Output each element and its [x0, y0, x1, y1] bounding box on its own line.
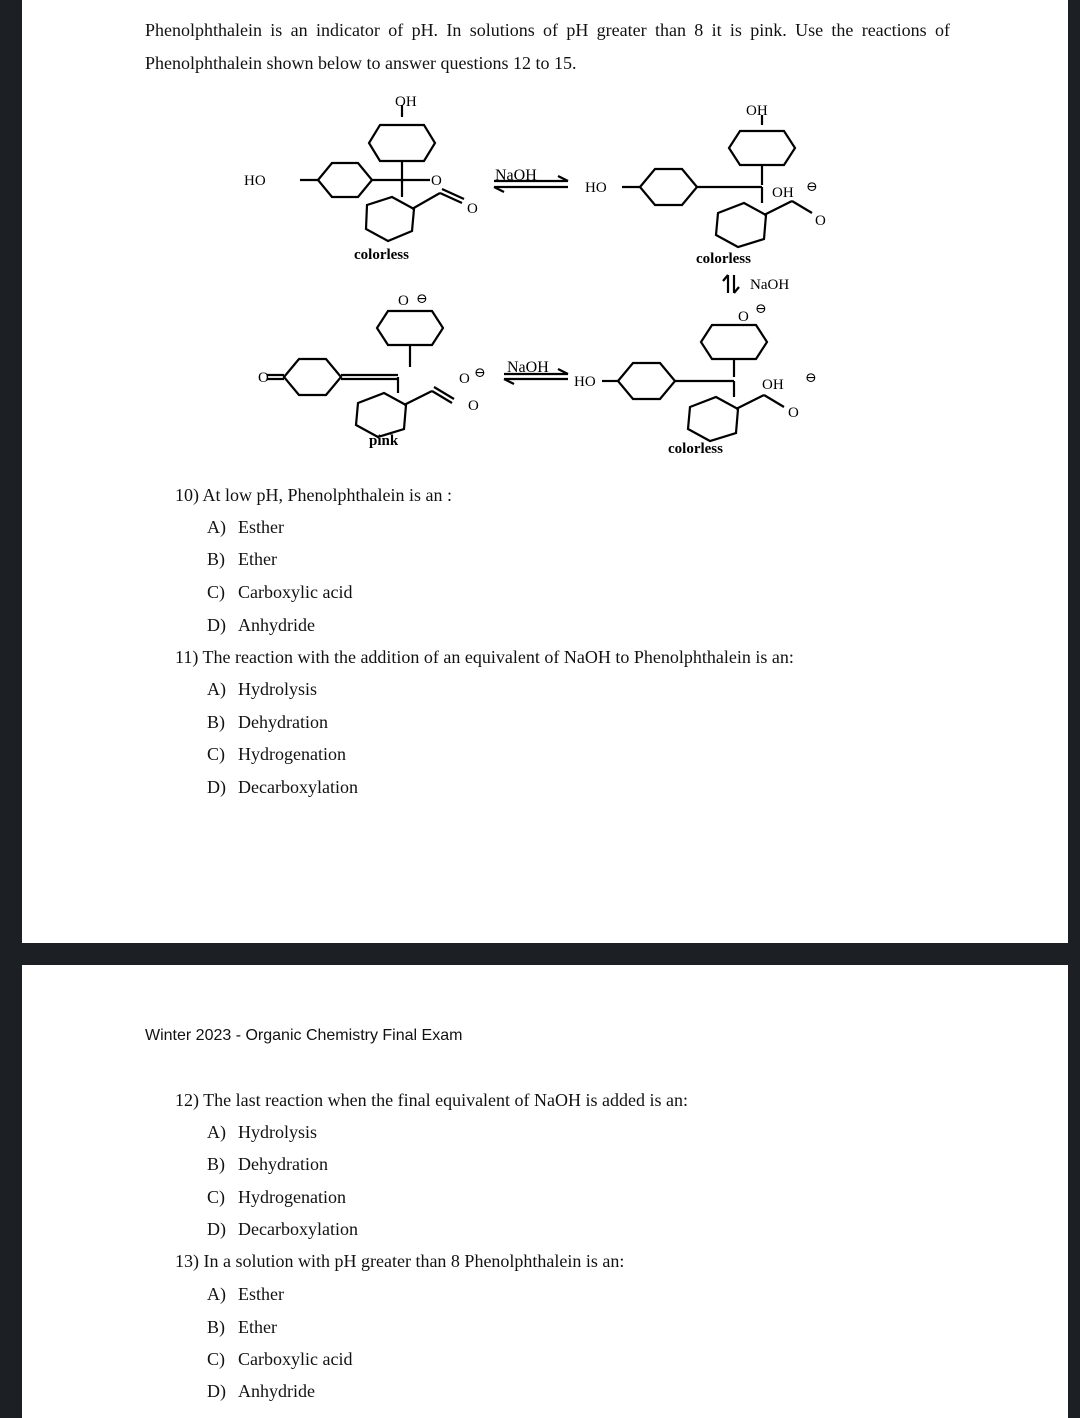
structure-2-diphenol-carboxylate	[622, 115, 812, 247]
question-11: 11) The reaction with the addition of an equivalent of NaOH to Phenolphthalein is an:	[175, 647, 794, 667]
s3-ho: HO	[574, 374, 596, 390]
s4-minus-2: ⊖	[474, 366, 486, 381]
exam-page-2	[22, 965, 1068, 1418]
s4-o-left: O	[258, 370, 269, 386]
reagent-bottom: NaOH	[507, 359, 549, 376]
reagent-top: NaOH	[495, 167, 537, 184]
s2-minus: ⊖	[806, 180, 818, 195]
s4-minus: ⊖	[416, 292, 428, 307]
reagent-vertical: NaOH	[750, 277, 790, 293]
s2-oh: OH	[746, 103, 768, 119]
q12-option-a[interactable]: A) Hydrolysis	[207, 1122, 318, 1142]
s4-o-2: O	[468, 398, 479, 414]
q10-option-a[interactable]: A) Esther	[207, 517, 284, 537]
question-13: 13) In a solution with pH greater than 8 Phenolphthalein is an:	[175, 1251, 625, 1271]
q11-option-c[interactable]: C) Hydrogenation	[207, 744, 346, 764]
s3-minus: ⊖	[755, 302, 767, 317]
q13-option-d[interactable]: D) Anhydride	[207, 1381, 315, 1401]
question-10: 10) At low pH, Phenolphthalein is an :	[175, 485, 452, 505]
structure-4-quinoid-pink	[267, 311, 454, 437]
q13-option-a[interactable]: A) Esther	[207, 1284, 284, 1304]
s1-ho: HO	[244, 173, 266, 189]
s3-o: O	[738, 309, 749, 325]
intro-line-1: Phenolphthalein is an indicator of pH. In solutions of pH greater than 8 it is pink. Use the reactions of	[145, 20, 950, 40]
s1-carbonyl-o: O	[467, 201, 478, 217]
q12-option-c[interactable]: C) Hydrogenation	[207, 1187, 346, 1207]
structure-3-phenoxide	[602, 325, 784, 441]
q13-option-c[interactable]: C) Carboxylic acid	[207, 1349, 353, 1369]
q12-option-b[interactable]: B) Dehydration	[207, 1154, 328, 1174]
s1-oh: OH	[395, 94, 417, 110]
q11-option-d[interactable]: D) Decarboxylation	[207, 777, 358, 797]
s3-o-2: O	[788, 405, 799, 421]
s2-oh-right: OH	[772, 185, 794, 201]
intro-line-2: Phenolphthalein shown below to answer questions 12 to 15.	[145, 53, 577, 73]
s4-o: O	[398, 293, 409, 309]
q13-option-b[interactable]: B) Ether	[207, 1317, 277, 1337]
q10-option-c[interactable]: C) Carboxylic acid	[207, 582, 353, 602]
q11-option-a[interactable]: A) Hydrolysis	[207, 679, 318, 699]
exam-page-1	[22, 0, 1068, 943]
intro-paragraph	[145, 14, 950, 80]
s2-label: colorless	[696, 251, 751, 267]
q11-option-b[interactable]: B) Dehydration	[207, 712, 328, 732]
s3-minus-2: ⊖	[805, 371, 817, 386]
s3-oh-right: OH	[762, 377, 784, 393]
phenolphthalein-reaction-diagram	[22, 85, 1068, 465]
q12-option-d[interactable]: D) Decarboxylation	[207, 1219, 358, 1239]
s1-o: O	[431, 173, 442, 189]
s2-ho: HO	[585, 180, 607, 196]
page-header: Winter 2023 - Organic Chemistry Final Exam	[145, 1027, 463, 1044]
q10-option-d[interactable]: D) Anhydride	[207, 615, 315, 635]
s4-o-right: O	[459, 371, 470, 387]
s1-label: colorless	[354, 247, 409, 263]
s2-o: O	[815, 213, 826, 229]
arrow-vertical	[723, 275, 739, 293]
s4-label: pink	[369, 433, 399, 449]
question-12: 12) The last reaction when the final equivalent of NaOH is added is an:	[175, 1090, 689, 1110]
q10-option-b[interactable]: B) Ether	[207, 549, 277, 569]
s3-label: colorless	[668, 441, 723, 457]
